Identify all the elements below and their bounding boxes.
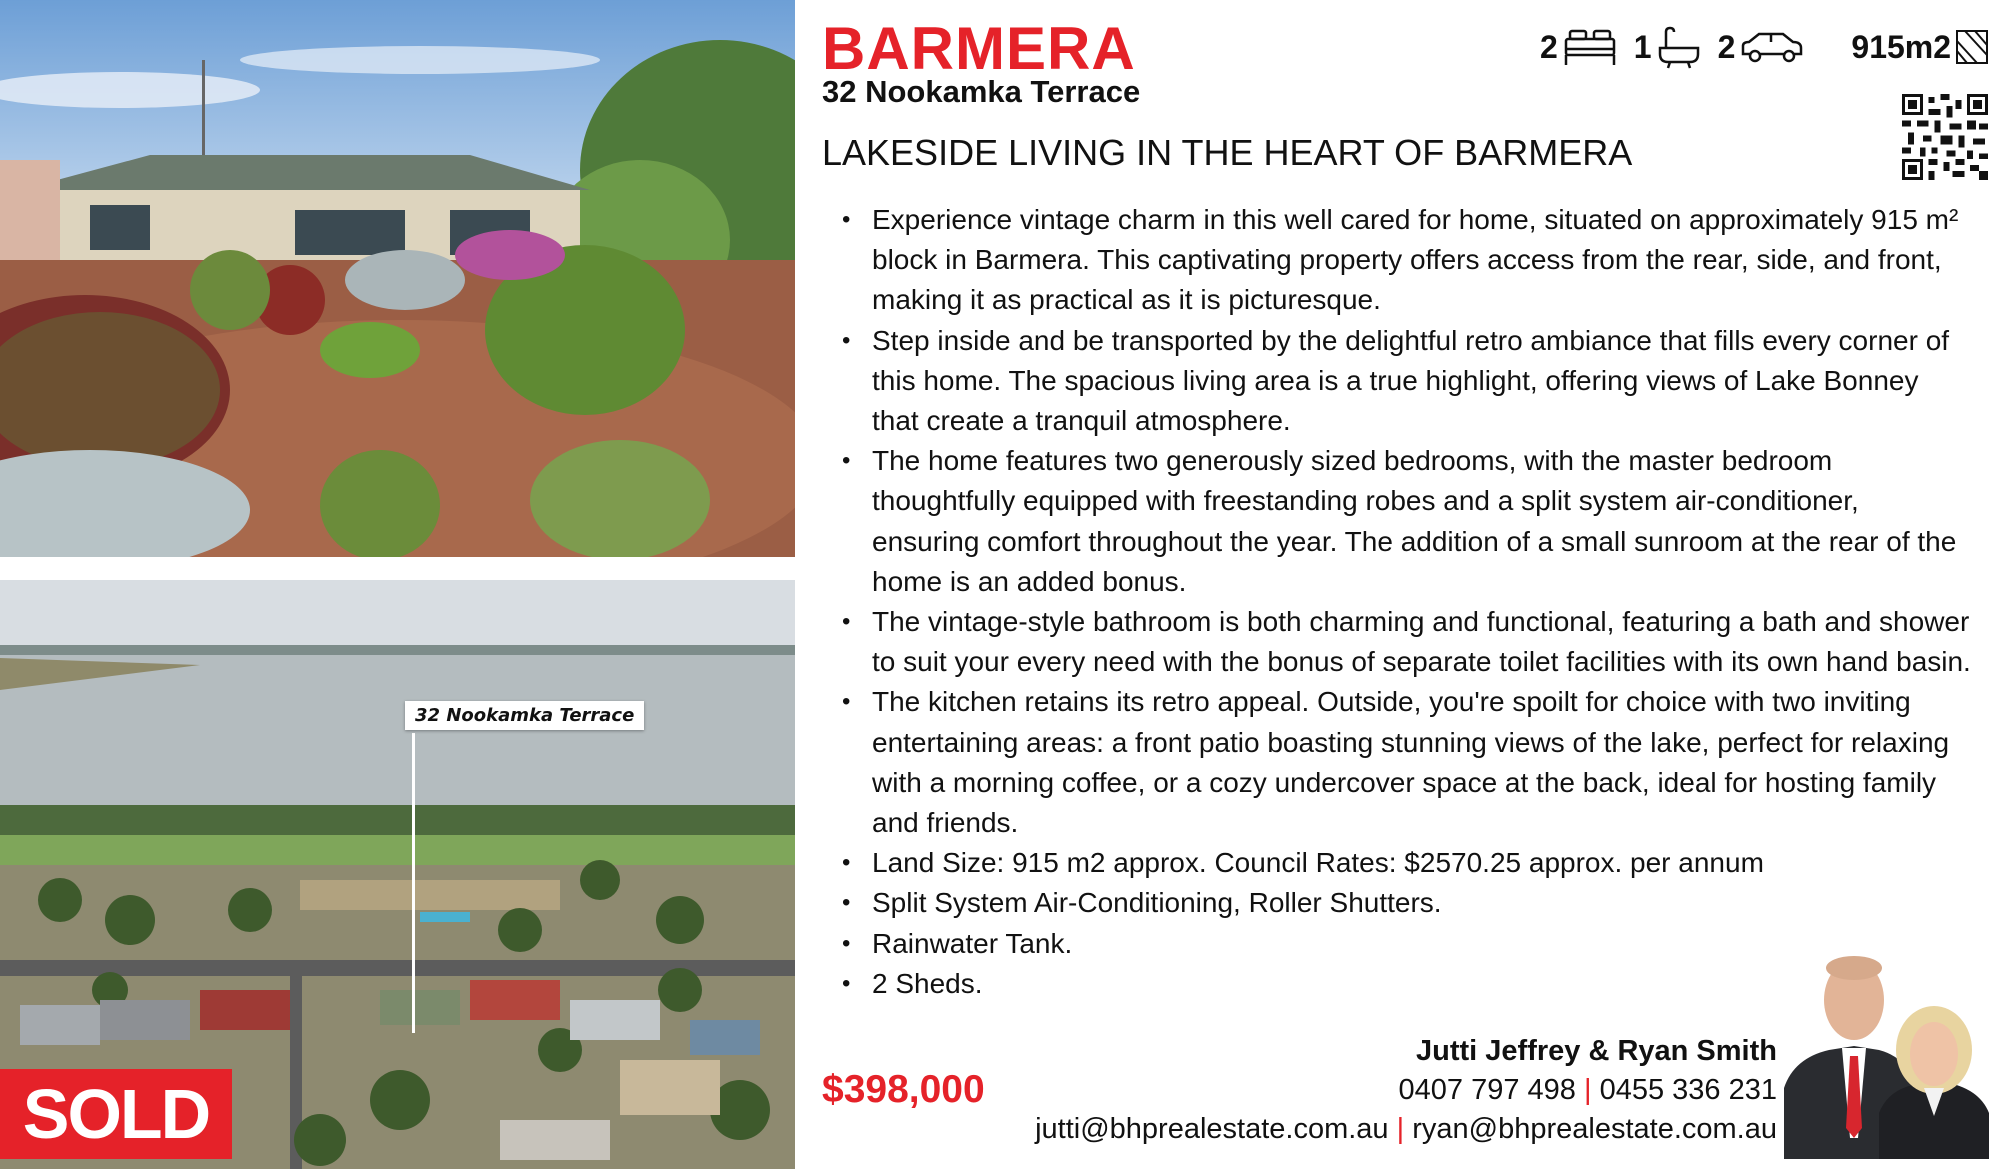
description-item: • Land Size: 915 m2 approx. Council Rates: $2570.25 approx. per annum [872,843,1972,883]
description-list [822,200,1972,1004]
address-pin-line [412,733,415,1033]
listing-headline: LAKESIDE LIVING IN THE HEART OF BARMERA [822,132,1633,173]
description-item: • The kitchen retains its retro appeal. Outside, you're spoilt for choice with two inviting entertaining areas: a front patio boasting stunning views of the lake, perfect for relaxing with a morning coffee, or a cozy undercover space at the back, ideal for hosting family and friends. [872,682,1972,843]
front-house-photo [0,0,795,557]
description-item: • Rainwater Tank. [872,924,1972,964]
description-item: • The home features two generously sized bedrooms, with the master bedroom thoughtfully equipped with freestanding robes and a split system air-conditioner, ensuring comfort throughout the year. The addition of a small sunroom at the rear of the home is an added bonus. [872,441,1972,602]
agent-emails [1035,1110,1777,1149]
email-separator: | [1396,1113,1405,1145]
agent-names: Jutti Jeffrey & Ryan Smith [1416,1035,1777,1067]
bedrooms-feature [1540,25,1618,69]
land-size-value: 915m2 [1851,28,1952,65]
agent-phone-2[interactable]: 0455 336 231 [1599,1074,1777,1106]
agent-email-2[interactable]: ryan@bhprealestate.com.au [1412,1113,1777,1145]
sold-price: $398,000 [822,1068,985,1111]
description-item: • Step inside and be transported by the delightful retro ambiance that fills every corner of this home. The spacious living area is a true highlight, offering views of Lake Bonney that create a tranquil atmosphere. [872,321,1972,442]
description-item: • Experience vintage charm in this well cared for home, situated on approximately 915 m² block in Barmera. This captivating property offers access from the rear, side, and front, making it as practical as it is picturesque. [872,200,1972,321]
agent-phones [1035,1071,1777,1110]
description-item: • Split System Air-Conditioning, Roller Shutters. [872,883,1972,923]
street-address: 32 Nookamka Terrace [822,74,1141,109]
bedrooms-count: 2 [1540,28,1558,65]
car-icon [1739,28,1805,66]
bathrooms-feature [1634,24,1702,70]
description-item: • 2 Sheds. [872,964,1972,1004]
suburb-title: BARMERA [822,15,1136,82]
land-area-icon [1955,29,1989,65]
photo-address-tag: 32 Nookamka Terrace [405,701,644,730]
property-features [1540,24,1999,70]
bath-icon [1656,24,1702,70]
description-item: • The vintage-style bathroom is both charming and functional, featuring a bath and shower to suit your every need with the bonus of separate toilet facilities with its own hand basin. [872,602,1972,682]
land-size-feature [1851,29,1989,66]
sold-badge: SOLD [0,1069,232,1159]
bed-icon [1562,25,1618,69]
agent-contact [1035,1032,1777,1149]
agent-phone-1[interactable]: 0407 797 498 [1398,1074,1576,1106]
qr-code[interactable] [1902,94,1988,180]
bathrooms-count: 1 [1633,28,1652,65]
phone-separator: | [1583,1074,1592,1106]
car-spaces-feature [1718,28,1806,66]
agents-portrait [1784,938,2000,1159]
car-spaces-count: 2 [1717,28,1736,65]
agent-email-1[interactable]: jutti@bhprealestate.com.au [1035,1113,1389,1145]
